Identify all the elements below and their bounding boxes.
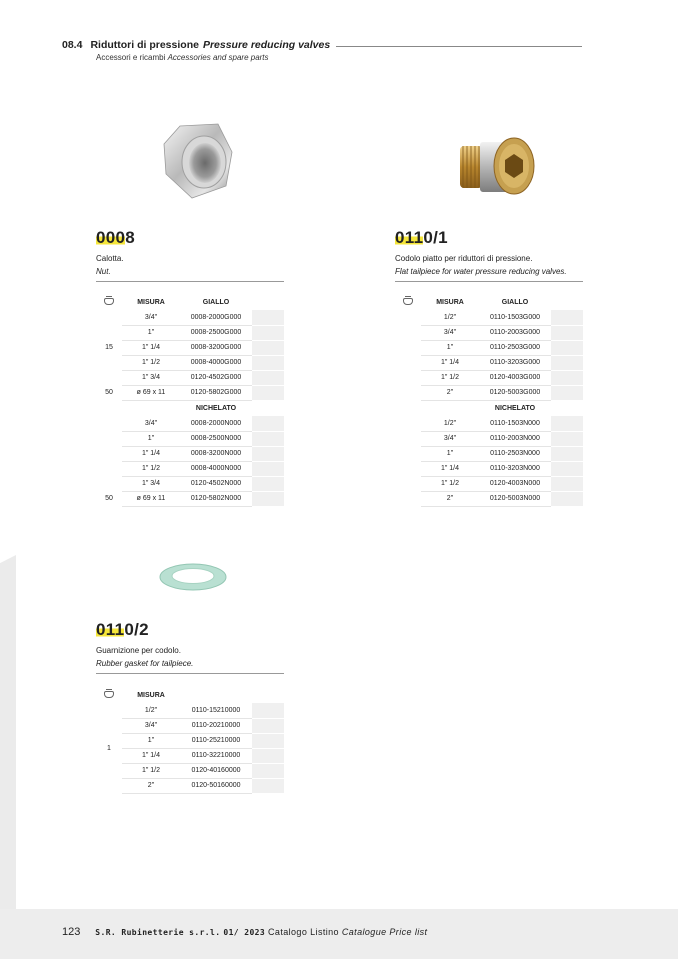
table-row: 1" 0008-2500G000 — [96, 325, 284, 340]
catalog-en: Catalogue Price list — [341, 927, 428, 937]
size-header: MISURA — [436, 298, 464, 306]
table-row: 2" 0120-5003N000 — [395, 491, 583, 506]
section-subtitle-en: Accessories and spare parts — [167, 53, 269, 62]
section-title-it: Riduttori di pressione — [90, 39, 199, 51]
page-footer — [0, 909, 678, 959]
section-number: 08.4 — [62, 39, 83, 51]
product-rule — [96, 673, 284, 674]
table-row: 1" 1/2 0008-4000G000 — [96, 355, 284, 370]
package-icon — [403, 298, 413, 305]
table-row: 2" 0120-5003G000 — [395, 385, 583, 400]
table-row: 15 1" 1/4 0008-3200G000 — [96, 340, 284, 355]
product-0008 — [96, 228, 284, 282]
table-row: 1" 0110-25210000 — [96, 733, 284, 748]
table-row: 50 ø 69 x 11 0120-5802G000 — [96, 385, 284, 400]
pack-header — [395, 294, 421, 310]
product-desc-en: Rubber gasket for tailpiece. — [96, 659, 194, 668]
product-code: 0110/1 — [395, 228, 448, 247]
section-header — [62, 39, 582, 62]
price-table-0110-2 — [96, 687, 284, 794]
product-desc-it: Calotta. — [96, 254, 124, 263]
pack-header — [96, 294, 122, 310]
section-subtitle-it: Accessori e ricambi — [96, 53, 166, 62]
table-row: 1" 3/4 0120-4502G000 — [96, 370, 284, 385]
table-row: 1" 1/4 0110-3203G000 — [395, 355, 583, 370]
product-rule — [96, 281, 284, 282]
tailpiece-image — [458, 134, 536, 198]
product-desc-en: Flat tailpiece for water pressure reducing valves. — [395, 267, 567, 276]
nut-image — [162, 122, 234, 200]
product-0110-1 — [395, 228, 583, 282]
size-header: MISURA — [137, 691, 165, 699]
table-row: 1" 1/2 0008-4000N000 — [96, 461, 284, 476]
table-row: 3/4" 0110-2003N000 — [395, 431, 583, 446]
code-header: GIALLO — [501, 298, 529, 306]
table-row: 1" 0008-2500N000 — [96, 431, 284, 446]
pack-qty: 1 — [107, 744, 111, 752]
table-row: 1" 0110-2503G000 — [395, 340, 583, 355]
code-header: GIALLO — [202, 298, 230, 306]
table-row: 1" 0110-2503N000 — [395, 446, 583, 461]
table-row: 3/4" 0110-2003G000 — [395, 325, 583, 340]
table-row: 3/4" 0008-2000N000 — [96, 416, 284, 431]
product-code: 0110/2 — [96, 620, 149, 639]
product-desc-en: Nut. — [96, 267, 111, 276]
price-table-0008 — [96, 294, 284, 507]
edition: 01/ 2023 — [223, 928, 266, 937]
catalog-it: Catalogo Listino — [268, 927, 339, 937]
page-number: 123 — [62, 926, 81, 938]
table-row: 1" 1/2 0120-4003G000 — [395, 370, 583, 385]
table-row: 1" 1/2 0120-40160000 — [96, 763, 284, 778]
code-header-nickel: NICHELATO — [195, 404, 237, 412]
product-desc-it: Codolo piatto per riduttori di pressione. — [395, 254, 533, 263]
footer-text — [62, 926, 427, 938]
table-row: 1" 1/4 0110-3203N000 — [395, 461, 583, 476]
section-title-en: Pressure reducing valves — [202, 39, 331, 51]
gasket-image — [158, 562, 228, 592]
header-rule — [336, 46, 582, 47]
table-row: 1/2" 0110-1503N000 — [395, 416, 583, 431]
table-row: 50 ø 69 x 11 0120-5802N000 — [96, 491, 284, 506]
pack-header — [96, 687, 122, 703]
page-fold-shadow — [0, 555, 16, 959]
product-0110-2 — [96, 620, 284, 674]
page-margin — [0, 0, 16, 555]
package-icon — [104, 691, 114, 698]
table-row: 1" 3/4 0120-4502N000 — [96, 476, 284, 491]
code-header-nickel: NICHELATO — [494, 404, 536, 412]
table-row: 1" 1/2 0120-4003N000 — [395, 476, 583, 491]
section-subtitle — [96, 53, 582, 62]
table-row: 3/4" 0008-2000G000 — [96, 310, 284, 325]
product-desc-it: Guarnizione per codolo. — [96, 646, 181, 655]
price-table-0110-1 — [395, 294, 583, 507]
table-row: 3/4" 0110-20210000 — [96, 718, 284, 733]
package-icon — [104, 298, 114, 305]
table-row: 1" 1/4 0008-3200N000 — [96, 446, 284, 461]
table-row: 1" 1/4 0110-32210000 — [96, 748, 284, 763]
product-rule — [395, 281, 583, 282]
product-code: 0008 — [96, 228, 136, 247]
size-header: MISURA — [137, 298, 165, 306]
company-name: S.R. Rubinetterie s.r.l. — [95, 928, 221, 937]
table-row: 1 1/2" 0110-15210000 — [96, 703, 284, 718]
table-row: 1/2" 0110-1503G000 — [395, 310, 583, 325]
table-row: 2" 0120-50160000 — [96, 778, 284, 793]
section-title — [62, 39, 582, 51]
